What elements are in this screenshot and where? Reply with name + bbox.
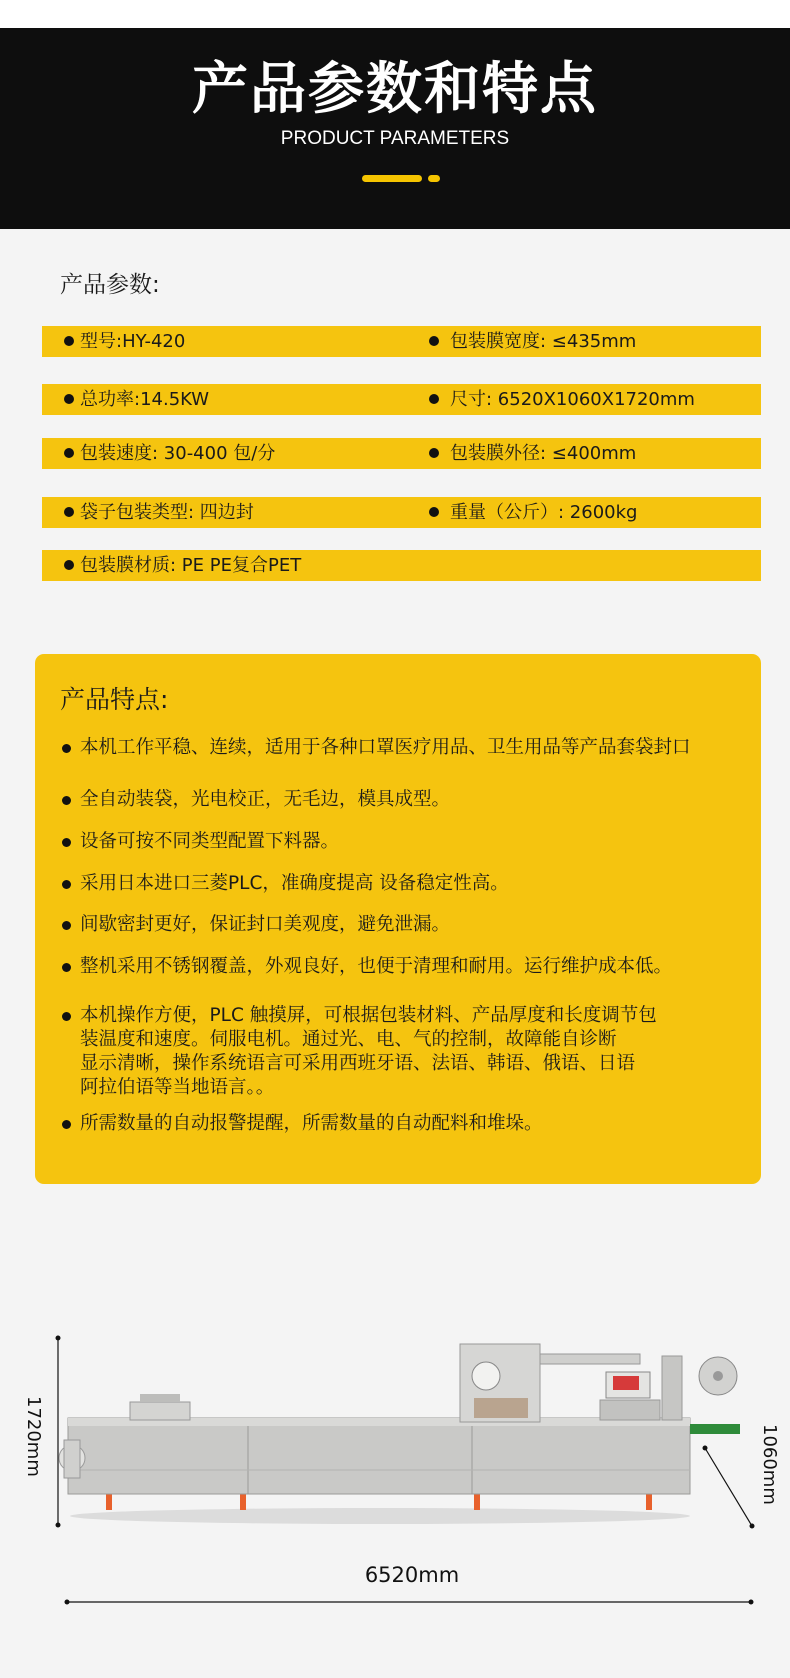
title-underline-short: [428, 175, 440, 182]
bullet-icon: [62, 880, 71, 889]
header-banner: [0, 28, 790, 229]
height-label: 1720mm: [23, 1396, 44, 1477]
right-frame: [662, 1356, 682, 1420]
roll-hub: [713, 1371, 723, 1381]
param-film-material: 包装膜材质: PE PE复合PET: [80, 555, 302, 576]
feature-item: 本机操作方便，PLC 触摸屏，可根据包装材料、产品厚度和长度调节包: [80, 1005, 657, 1026]
machine-shadow: [70, 1508, 690, 1524]
param-row: [42, 438, 761, 469]
bullet-icon: [62, 1120, 71, 1129]
param-row: [42, 384, 761, 415]
param-film-diameter: 包装膜外径: ≤400mm: [450, 443, 637, 464]
page-title: 产品参数和特点: [192, 57, 598, 122]
upper-unit-left: [130, 1402, 190, 1420]
param-weight: 重量（公斤）: 2600kg: [450, 502, 638, 523]
feature-item: 所需数量的自动报警提醒，所需数量的自动配料和堆垛。: [80, 1113, 543, 1134]
bullet-icon: [429, 394, 439, 404]
bullet-icon: [64, 560, 74, 570]
feature-item: 本机工作平稳、连续，适用于各种口罩医疗用品、卫生用品等产品套袋封口: [80, 737, 691, 758]
machine-diagram: [0, 1320, 790, 1620]
sealing-unit: [600, 1400, 660, 1420]
param-speed: 包装速度: 30-400 包/分: [80, 443, 276, 464]
support-arm: [540, 1354, 640, 1364]
param-model: 型号:HY-420: [80, 331, 186, 352]
top-strip: [0, 0, 790, 28]
feature-item-cont: 显示清晰，操作系统语言可采用西班牙语、法语、韩语、俄语、日语: [80, 1053, 636, 1074]
bullet-icon: [429, 507, 439, 517]
param-film-width: 包装膜宽度: ≤435mm: [450, 331, 637, 352]
dimension-dot: [750, 1524, 755, 1529]
bullet-icon: [62, 1012, 71, 1021]
param-bag-type: 袋子包装类型: 四边封: [80, 502, 254, 523]
depth-dimension-line: [705, 1448, 752, 1526]
bullet-icon: [64, 507, 74, 517]
bullet-icon: [429, 448, 439, 458]
param-power: 总功率:14.5KW: [80, 389, 210, 410]
bullet-icon: [62, 796, 71, 805]
bullet-icon: [429, 336, 439, 346]
length-label: 6520mm: [364, 1563, 460, 1587]
forming-mold: [474, 1398, 528, 1418]
bullet-icon: [62, 963, 71, 972]
film-roll-upper: [472, 1362, 500, 1390]
bullet-icon: [64, 448, 74, 458]
dimension-dot: [56, 1336, 61, 1341]
dimension-dot: [703, 1446, 708, 1451]
param-size: 尺寸: 6520X1060X1720mm: [450, 389, 695, 410]
feature-item: 全自动装袋，光电校正，无毛边，模具成型。: [80, 789, 451, 810]
feature-item-cont: 装温度和速度。伺服电机。通过光、电、气的控制，故障能自诊断: [80, 1029, 617, 1050]
feature-item: 间歇密封更好，保证封口美观度，避免泄漏。: [80, 914, 451, 935]
depth-label: 1060mm: [759, 1424, 780, 1505]
bullet-icon: [62, 838, 71, 847]
feature-item: 设备可按不同类型配置下料器。: [80, 831, 340, 852]
feature-item: 采用日本进口三菱PLC，准确度提高 设备稳定性高。: [80, 873, 509, 894]
dimension-dot: [56, 1523, 61, 1528]
machine-body: [68, 1418, 690, 1494]
param-row: [42, 326, 761, 357]
touch-screen: [613, 1376, 639, 1390]
bullet-icon: [62, 921, 71, 930]
bullet-icon: [64, 336, 74, 346]
bullet-icon: [62, 744, 71, 753]
upper-unit-top: [140, 1394, 180, 1402]
param-row: [42, 497, 761, 528]
roll-holder: [64, 1440, 80, 1478]
features-heading: 产品特点:: [60, 685, 169, 714]
feature-item: 整机采用不锈钢覆盖，外观良好，也便于清理和耐用。运行维护成本低。: [80, 956, 673, 977]
params-heading: 产品参数:: [60, 272, 160, 298]
features-panel: [35, 654, 761, 1184]
dimension-dot: [65, 1600, 70, 1605]
feature-item-cont: 阿拉伯语等当地语言。。: [80, 1077, 275, 1098]
title-underline-long: [362, 175, 422, 182]
dimension-dot: [749, 1600, 754, 1605]
bullet-icon: [64, 394, 74, 404]
param-row: [42, 550, 761, 581]
output-conveyor: [690, 1424, 740, 1434]
page-subtitle: PRODUCT PARAMETERS: [280, 128, 510, 149]
